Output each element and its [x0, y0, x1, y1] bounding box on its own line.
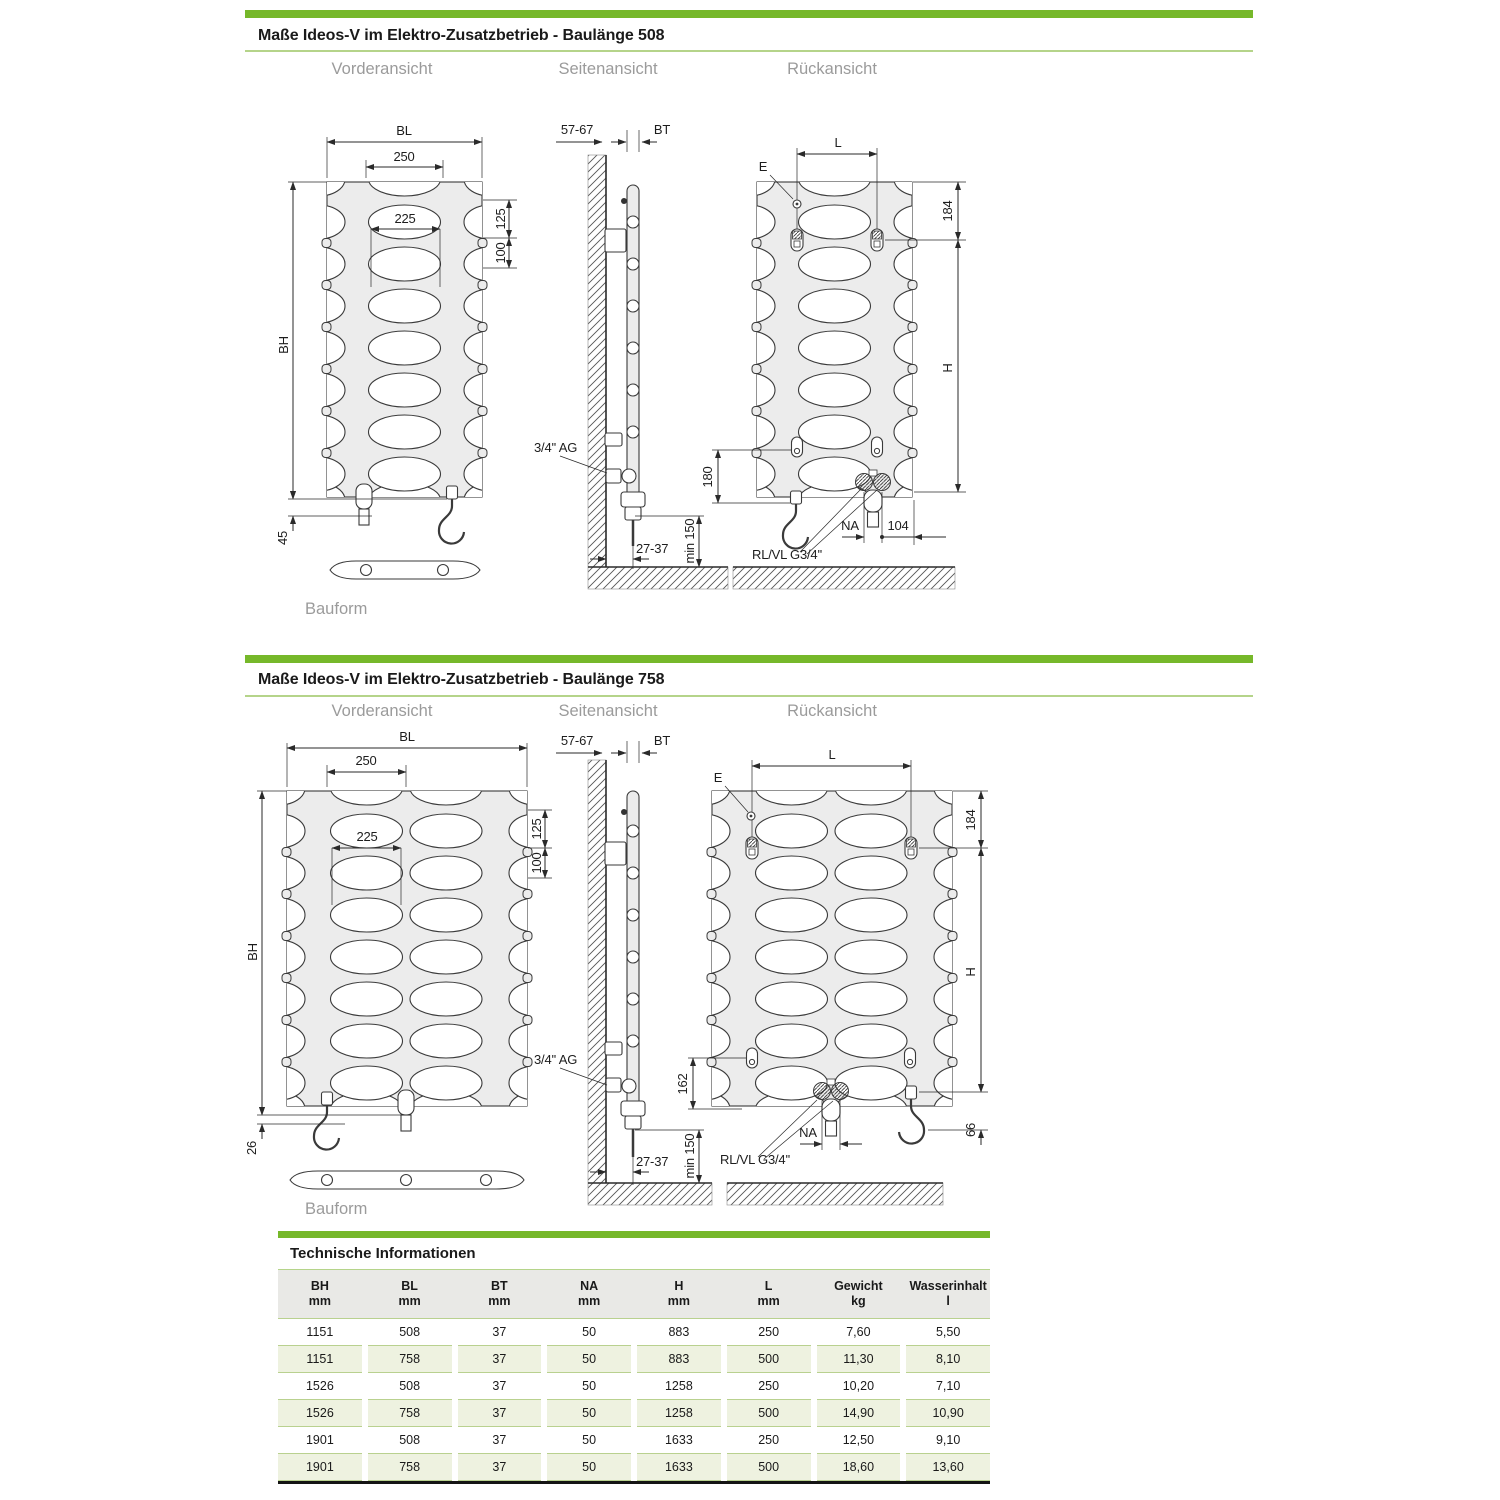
- wall-bracket-lower: [605, 433, 622, 446]
- table-title: Technische Informationen: [290, 1245, 476, 1262]
- floor-hatch: [588, 1183, 712, 1205]
- dim-250: 250: [393, 149, 415, 164]
- section2-front-label: Vorderansicht: [331, 702, 433, 720]
- label-e: E: [758, 159, 768, 174]
- label-ag: 3/4'' AG: [534, 440, 578, 455]
- mounting-bracket: [746, 837, 758, 859]
- label-rlvl: RL/VL G3/4'': [752, 547, 823, 562]
- col-header-l: L mm: [757, 1279, 780, 1308]
- bracket-slot: [747, 1048, 758, 1068]
- electric-connection-dot: [621, 809, 627, 815]
- dim-27-37: 27-37: [636, 1154, 669, 1169]
- dim-125: 125: [529, 818, 544, 840]
- dim-225: 225: [394, 211, 416, 226]
- mounting-bracket: [791, 229, 803, 251]
- dim-h: H: [940, 363, 955, 373]
- table-row: 1526 758 37 50 1258 500 14,90 10,90: [278, 1400, 990, 1427]
- wall-bracket-upper: [605, 229, 626, 252]
- electric-connection: [793, 200, 801, 208]
- technical-info-block: [278, 1231, 990, 1484]
- dim-100: 100: [529, 852, 544, 874]
- label-rlvl: RL/VL G3/4'': [720, 1152, 791, 1167]
- bauform-profile: [330, 561, 480, 579]
- table-green-bar: [278, 1231, 990, 1238]
- electric-heater-element: [398, 1090, 414, 1131]
- section1-rear-label: Rückansicht: [787, 60, 877, 78]
- dim-250: 250: [355, 753, 377, 768]
- col-header-wasserinhalt: Wasserinhalt l: [909, 1279, 987, 1308]
- table-bottom-rule: [278, 1481, 990, 1484]
- valve-fitting: [606, 1078, 621, 1092]
- wall-hatch: [588, 760, 606, 1183]
- electric-connection-dot: [621, 198, 627, 204]
- dim-na: NA: [841, 518, 859, 533]
- col-header-na: NA mm: [578, 1279, 601, 1308]
- dim-bl: BL: [399, 729, 415, 744]
- wall-bracket-lower: [605, 1042, 622, 1055]
- dim-bh: BH: [276, 336, 291, 354]
- radiator-profile: [627, 791, 639, 1107]
- dim-45: 45: [275, 530, 290, 546]
- dim-57-67: 57-67: [560, 122, 594, 137]
- dim-225: 225: [356, 829, 378, 844]
- section1-side-label: Seitenansicht: [558, 60, 658, 78]
- bracket-slot: [792, 437, 803, 457]
- section2-front-view: [244, 729, 561, 1189]
- dim-27-37: 27-37: [636, 541, 669, 556]
- dim-bh: BH: [245, 943, 260, 961]
- section2-green-bar: [245, 655, 1253, 663]
- electric-connection: [747, 812, 755, 820]
- power-cable-hook: [783, 491, 808, 549]
- table-row: 1151 508 37 50 883 250 7,60 5,50: [278, 1319, 990, 1346]
- dim-57-67: 57-67: [560, 733, 594, 748]
- dim-66: 66: [963, 1122, 978, 1138]
- col-header-gewicht: Gewicht kg: [834, 1279, 883, 1308]
- section2-title: Maße Ideos-V im Elektro-Zusatzbetrieb - Baulänge 758: [258, 671, 665, 688]
- section2-rear-label: Rückansicht: [787, 702, 877, 720]
- floor-hatch: [727, 1183, 943, 1205]
- bauform-profile: [290, 1171, 524, 1189]
- dim-bt: BT: [653, 122, 671, 137]
- label-ag: 3/4'' AG: [534, 1052, 578, 1067]
- dim-na: NA: [799, 1125, 817, 1140]
- section2-rule: [245, 695, 1253, 697]
- heater-body-side: [621, 1101, 645, 1116]
- dim-180: 180: [700, 466, 715, 488]
- dim-184: 184: [940, 200, 955, 222]
- table-row: 1901 758 37 50 1633 500 18,60 13,60: [278, 1454, 990, 1481]
- dim-125: 125: [493, 208, 508, 230]
- col-header-bl: BL mm: [398, 1279, 421, 1308]
- dim-184: 184: [963, 809, 978, 831]
- section1-rear-view: [700, 135, 966, 589]
- floor-hatch: [588, 567, 728, 589]
- dim-min150: min 150: [682, 518, 697, 564]
- floor-hatch: [733, 567, 955, 589]
- table-row: 1526 508 37 50 1258 250 10,20 7,10: [278, 1373, 990, 1400]
- section1-green-bar: [245, 10, 1253, 18]
- dim-104: 104: [887, 518, 909, 533]
- dim-h: H: [963, 967, 978, 977]
- valve-fitting: [606, 469, 621, 483]
- section2-side-label: Seitenansicht: [558, 702, 658, 720]
- label-e: E: [713, 770, 723, 785]
- table-header-row: [278, 1270, 990, 1319]
- wall-bracket-upper: [605, 842, 626, 865]
- col-header-bt: BT mm: [488, 1279, 511, 1308]
- bracket-slot: [872, 437, 883, 457]
- section1-rule: [245, 50, 1253, 52]
- dim-min150: min 150: [682, 1133, 697, 1179]
- section2-side-view: [534, 733, 712, 1205]
- dim-l: L: [828, 747, 836, 762]
- col-header-h: H mm: [667, 1279, 690, 1308]
- section1-title: Maße Ideos-V im Elektro-Zusatzbetrieb - Baulänge 508: [258, 27, 665, 44]
- section1-bauform-label: Bauform: [305, 600, 368, 618]
- section1-front-view: [275, 123, 517, 579]
- mounting-bracket: [871, 229, 883, 251]
- section1-side-view: [534, 122, 728, 589]
- dim-26: 26: [244, 1140, 259, 1156]
- heater-body-side: [621, 492, 645, 507]
- section2-bauform-label: Bauform: [305, 1200, 368, 1218]
- dim-bt: BT: [653, 733, 671, 748]
- dim-100: 100: [493, 242, 508, 264]
- wall-hatch: [588, 155, 606, 567]
- col-header-bh: BH mm: [308, 1279, 331, 1308]
- section1-front-label: Vorderansicht: [331, 60, 433, 78]
- dim-bl: BL: [396, 123, 412, 138]
- dim-162: 162: [675, 1073, 690, 1095]
- table-row: 1901 508 37 50 1633 250 12,50 9,10: [278, 1427, 990, 1454]
- electric-heater-element: [356, 484, 372, 525]
- bracket-slot: [905, 1048, 916, 1068]
- mounting-bracket: [905, 837, 917, 859]
- dim-l: L: [834, 135, 842, 150]
- table-row: 1151 758 37 50 883 500 11,30 8,10: [278, 1346, 990, 1373]
- section2-rear-view: [675, 747, 988, 1205]
